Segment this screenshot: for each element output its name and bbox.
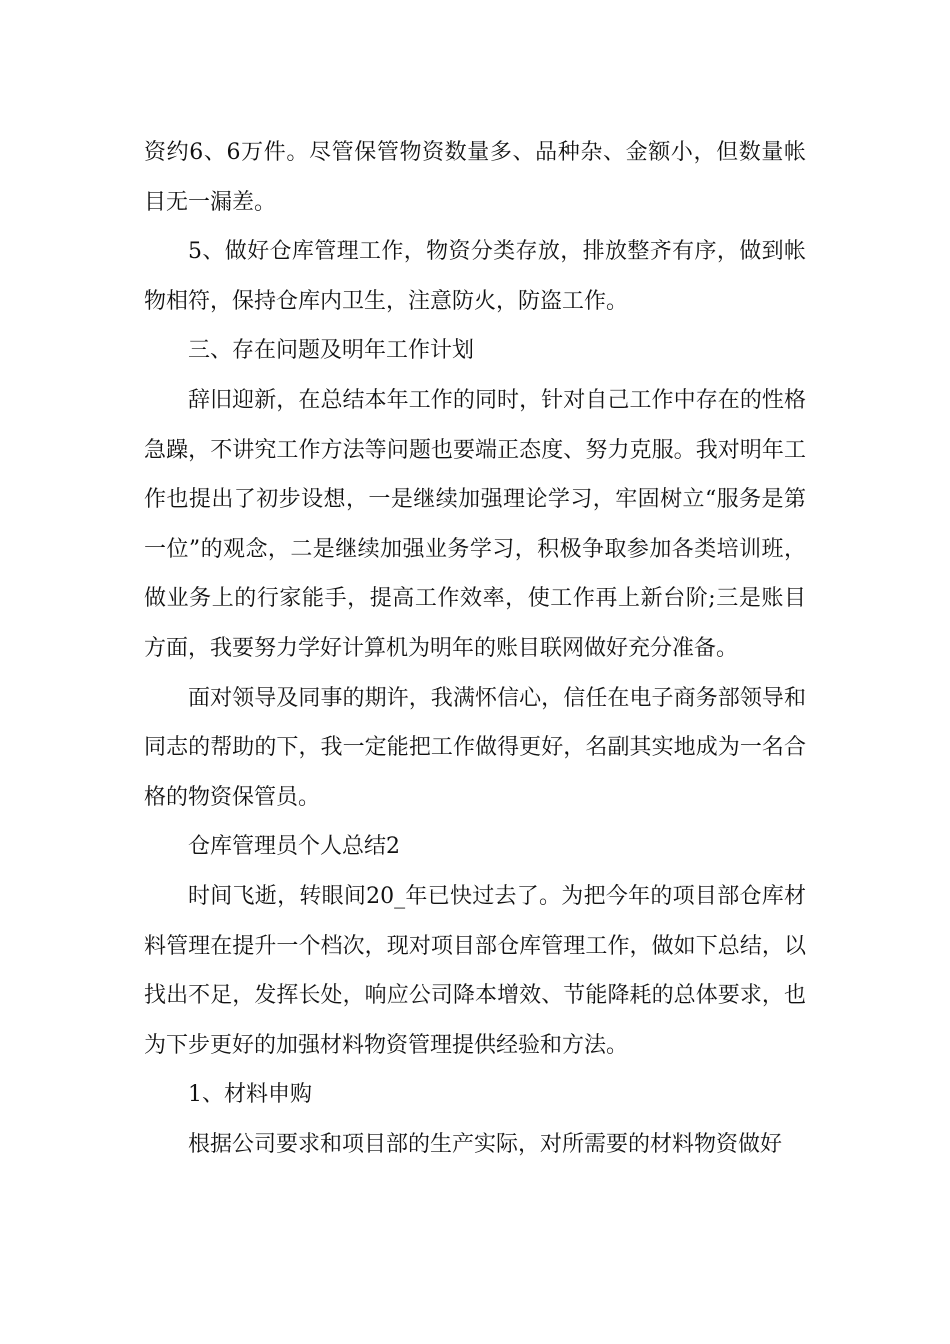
paragraph-continuation: 资约6、6万件。尽管保管物资数量多、品种杂、金额小，但数量帐目无一漏差。	[144, 140, 806, 215]
paragraph-closing: 面对领导及同事的期许，我满怀信心，信任在电子商务部领导和同志的帮助的下，我一定能把工作做得更好，名副其实地成为一名合格的物资保管员。	[144, 685, 806, 810]
paragraph-item-5: 5、做好仓库管理工作，物资分类存放，排放整齐有序，做到帐物相符，保持仓库内卫生，注意防火，防盗工作。	[144, 239, 806, 314]
subheading-material-purchase: 1、材料申购	[188, 1082, 312, 1108]
section-heading-summary-2: 仓库管理员个人总结2	[188, 834, 400, 860]
section-heading-problems-plan: 三、存在问题及明年工作计划	[188, 338, 475, 364]
paragraph-summary-intro: 时间飞逝，转眼间20_年已快过去了。为把今年的项目部仓库材料管理在提升一个档次，现对项目部仓库管理工作，做如下总结，以找出不足，发挥长处，响应公司降本增效、节能降耗的总体要求，也为下步更好的加强材料物资管理提供经验和方法。	[144, 883, 806, 1058]
document-body	[144, 128, 806, 1169]
paragraph-plan: 辞旧迎新，在总结本年工作的同时，针对自己工作中存在的性格急躁，不讲究工作方法等问题也要端正态度、努力克服。我对明年工作也提出了初步设想，一是继续加强理论学习，牢固树立“服务是第一位”的观念，二是继续加强业务学习，积极争取参加各类培训班，做业务上的行家能手，提高工作效率，使工作再上新台阶;三是账目方面，我要努力学好计算机为明年的账目联网做好充分准备。	[144, 387, 806, 661]
paragraph-material-purchase: 根据公司要求和项目部的生产实际，对所需要的材料物资做好	[188, 1131, 783, 1157]
